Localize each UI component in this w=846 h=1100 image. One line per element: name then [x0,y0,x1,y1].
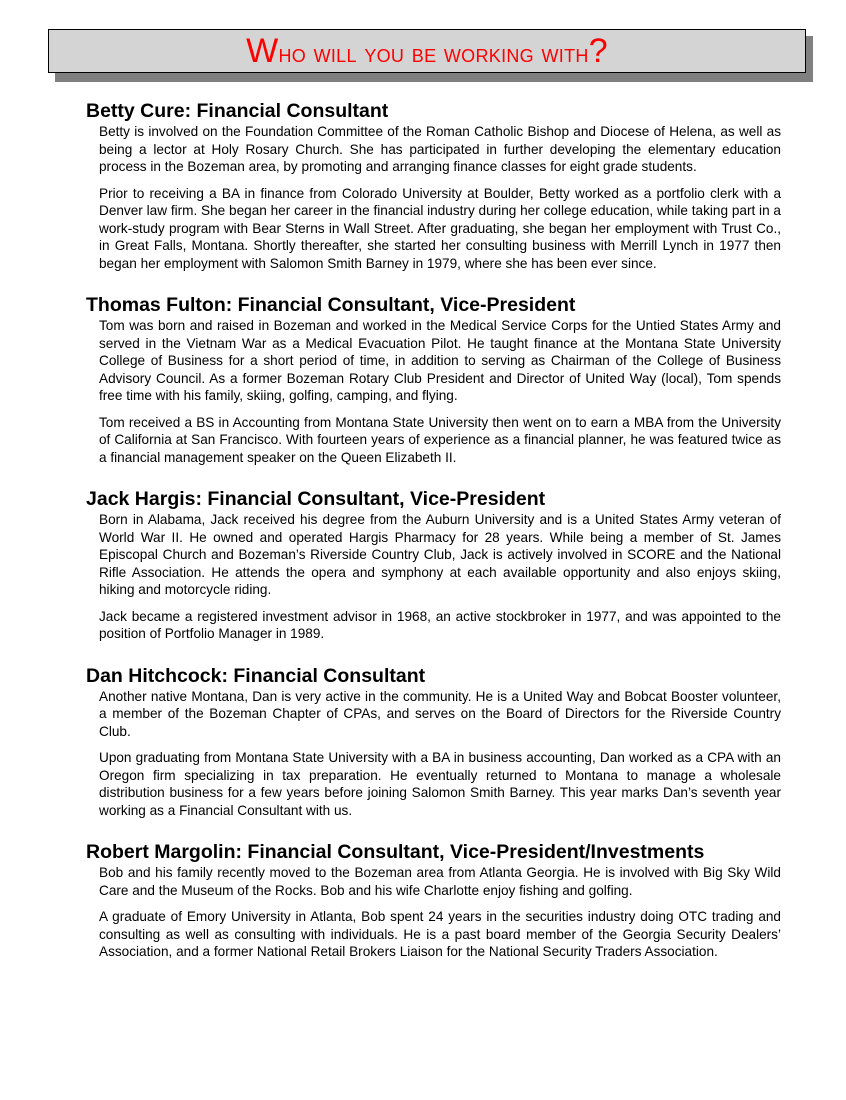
bio-paragraph: Betty is involved on the Foundation Committee of the Roman Catholic Bishop and Diocese of Helena, as well as being a lector at Holy Rosary Church. She has participated in further developing the elementary education process in the Bozeman area, by promoting and arranging finance classes for eight grade students. [99,124,781,174]
consultant-list [86,100,781,983]
consultant-heading: Robert Margolin: Financial Consultant, Vice-President/Investments [86,841,705,863]
consultant-heading: Dan Hitchcock: Financial Consultant [86,664,426,687]
consultant-jack-hargis [86,488,781,643]
consultant-heading: Jack Hargis: Financial Consultant, Vice-President [86,488,546,510]
bio-paragraph: Jack became a registered investment advisor in 1968, an active stockbroker in 1977, and was appointed to the position of Portfolio Manager in 1989. [99,608,781,641]
consultant-dan-hitchcock [86,665,781,820]
bio-paragraph: Tom received a BS in Accounting from Montana State University then went on to earn a MBA from the University of California at San Francisco. With fourteen years of experience as a financial planner, he was featured twice as a financial management speaker on the Queen Elizabeth II. [99,414,781,465]
consultant-betty-cure [86,100,781,272]
consultant-heading: Thomas Fulton: Financial Consultant, Vice-President [86,294,576,316]
bio-paragraph: Born in Alabama, Jack received his degree from the Auburn University and is a United States Army veteran of World War II. He owned and operated Hargis Pharmacy for 28 years. While being a member of St. James Episcopal Church and Bozeman’s Riverside Country Club, Jack is actively involved in SCORE and the National Rifle Association. He attends the opera and symphony at each available opportunity and also enjoys skiing, hiking and motorcycle riding. [99,512,781,597]
title-body: ho will you be working with [278,38,589,68]
title-question-mark: ? [588,32,608,70]
bio-paragraph: Bob and his family recently moved to the Bozeman area from Atlanta Georgia. He is involved with Big Sky Wild Care and the Museum of the Rocks. Bob and his wife Charlotte enjoy fishing and golfing. [99,865,781,898]
bio-paragraph: Tom was born and raised in Bozeman and worked in the Medical Service Corps for the Untied States Army and served in the Vietnam War as a Medical Evacuation Pilot. He taught finance at the Montana State University College of Business for a short period of time, in addition to serving as Chairman of the College of Business Advisory Council. As a former Bozeman Rotary Club President and Director of United Way (local), Tom spends free time with his family, skiing, golfing, camping, and flying. [99,318,781,403]
title-initial: W [246,32,279,70]
bio-paragraph: Prior to receiving a BA in finance from Colorado University at Boulder, Betty worked as a portfolio clerk with a Denver law firm. She began her career in the financial industry during her college education, while taking part in a work-study program with Bear Sterns in Wall Street. After graduating, she began her employment with Trust Co., in Great Falls, Montana. Shortly thereafter, she started her consulting business with Merrill Lynch in 1977 then began her employment with Salomon Smith Barney in 1979, where she has been ever since. [99,185,781,271]
page-banner [48,29,806,73]
bio-paragraph: A graduate of Emory University in Atlanta, Bob spent 24 years in the securities industry doing OTC trading and consulting as well as consulting with individuals. He is a past board member of the Georgia Security Dealers’ Association, and a former National Retail Brokers Liaison for the National Security Traders Association. [99,909,781,959]
consultant-thomas-fulton [86,294,781,466]
consultant-heading: Betty Cure: Financial Consultant [86,100,389,122]
bio-paragraph: Upon graduating from Montana State University with a BA in business accounting, Dan worked as a CPA with an Oregon firm specializing in tax preparation. He eventually returned to Montana to manage a wholesale distribution business for a few years before joining Salomon Smith Barney. This year marks Dan’s seventh year working as a Financial Consultant with us. [99,750,781,818]
page-title [246,34,608,68]
bio-paragraph: Another native Montana, Dan is very active in the community. He is a United Way and Bobcat Booster volunteer, a member of the Bozeman Chapter of CPAs, and serves on the Board of Directors for the Riverside Country Club. [99,688,781,739]
consultant-robert-margolin [86,841,781,961]
